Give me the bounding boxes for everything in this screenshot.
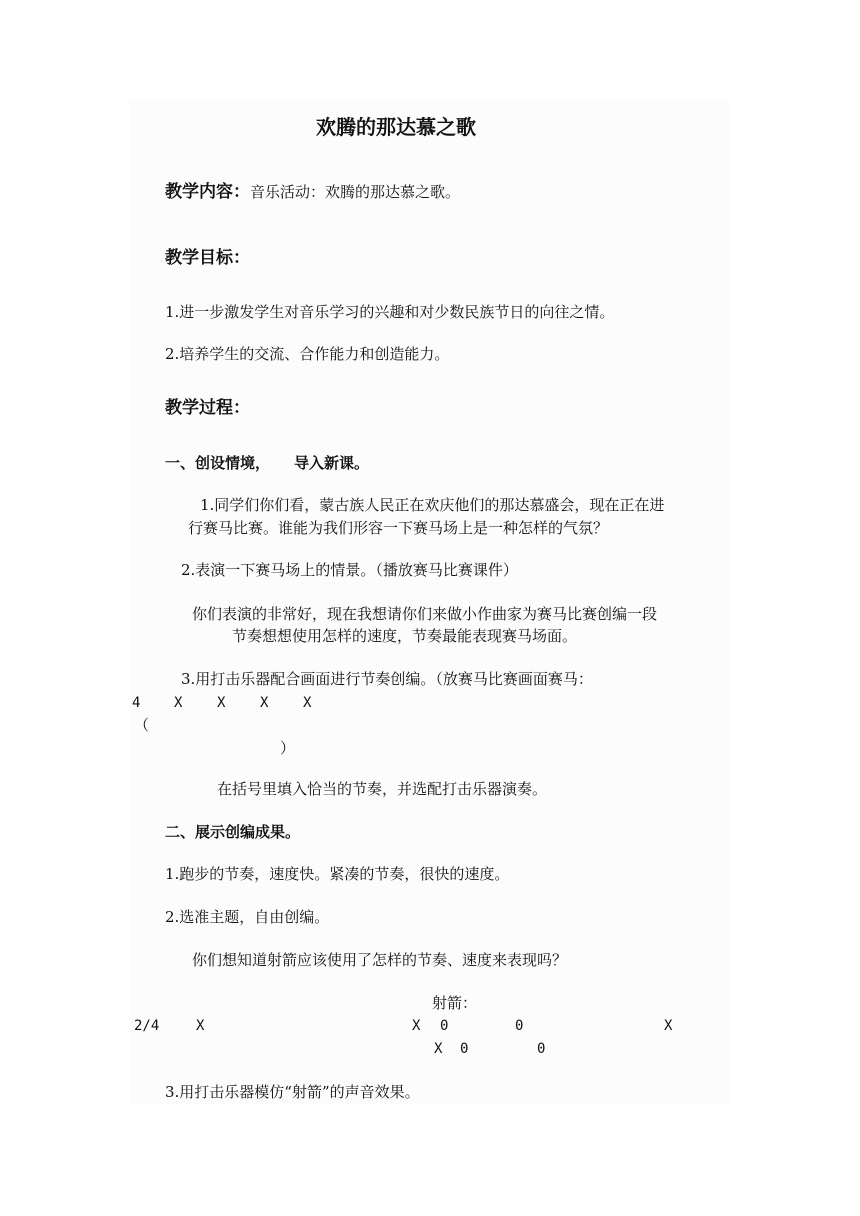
section1-p3-line1: 你们表演的非常好，现在我想请你们来做小作曲家为赛马比赛创编一段	[192, 605, 658, 623]
content-label: 教学内容：	[165, 182, 250, 202]
content-line	[165, 182, 460, 202]
section2-heading: 二、展示创编成果。	[165, 823, 301, 841]
document-title: 欢腾的那达慕之歌	[316, 115, 476, 139]
archery-meter: 2/4	[134, 1018, 160, 1034]
rhythm-close-paren: ）	[280, 739, 296, 757]
archery-note: X	[434, 1041, 443, 1057]
rhythm-note: X	[217, 695, 226, 711]
archery-note: X	[412, 1018, 421, 1034]
section1-p4: 3.用打击乐器配合画面进行节奏创编。（放赛马比赛画面赛马：	[181, 670, 593, 688]
section2-question: 你们想知道射箭应该使用了怎样的节奏、速度来表现吗？	[192, 951, 568, 969]
section2-last: 3.用打击乐器模仿“射箭”的声音效果。	[165, 1083, 420, 1101]
rhythm-open-paren: （	[134, 716, 150, 734]
section1-p3-line2: 节奏想想使用怎样的速度，节奏最能表现赛马场面。	[232, 627, 578, 645]
process-heading: 教学过程：	[165, 398, 250, 418]
section1-p1-line2: 行赛马比赛。谁能为我们形容一下赛马场上是一种怎样的气氛？	[188, 519, 609, 537]
section1-heading	[165, 453, 369, 473]
archery-note: 0	[440, 1018, 449, 1034]
section1-heading-main: 一、创设情境，	[165, 454, 271, 472]
section2-item-1: 1.跑步的节奏，速度快。紧凑的节奏，很快的速度。	[165, 865, 510, 883]
rhythm-note: X	[303, 695, 312, 711]
section1-heading-tail: 导入新课。	[294, 454, 370, 472]
section2-item-2: 2.选准主题，自由创编。	[165, 908, 330, 926]
archery-note: X	[664, 1018, 673, 1034]
goal-item-2: 2.培养学生的交流、合作能力和创造能力。	[165, 345, 450, 363]
rhythm-meter: 4	[132, 695, 141, 711]
archery-label: 射箭：	[432, 994, 478, 1012]
goals-heading: 教学目标：	[165, 248, 250, 268]
archery-note: X	[196, 1018, 205, 1034]
section1-p1-line1: 1.同学们你们看，蒙古族人民正在欢庆他们的那达慕盛会，现在正在进	[200, 496, 665, 514]
content-text: 音乐活动：欢腾的那达慕之歌。	[250, 183, 461, 201]
archery-note: 0	[537, 1041, 546, 1057]
archery-note: 0	[515, 1018, 524, 1034]
section1-p5: 在括号里填入恰当的节奏，并选配打击乐器演奏。	[217, 780, 548, 798]
rhythm-note: X	[174, 695, 183, 711]
goal-item-1: 1.进一步激发学生对音乐学习的兴趣和对少数民族节日的向往之情。	[165, 303, 615, 321]
rhythm-note: X	[260, 695, 269, 711]
section1-p2: 2.表演一下赛马场上的情景。（播放赛马比赛课件）	[181, 561, 518, 579]
archery-note: 0	[460, 1041, 469, 1057]
